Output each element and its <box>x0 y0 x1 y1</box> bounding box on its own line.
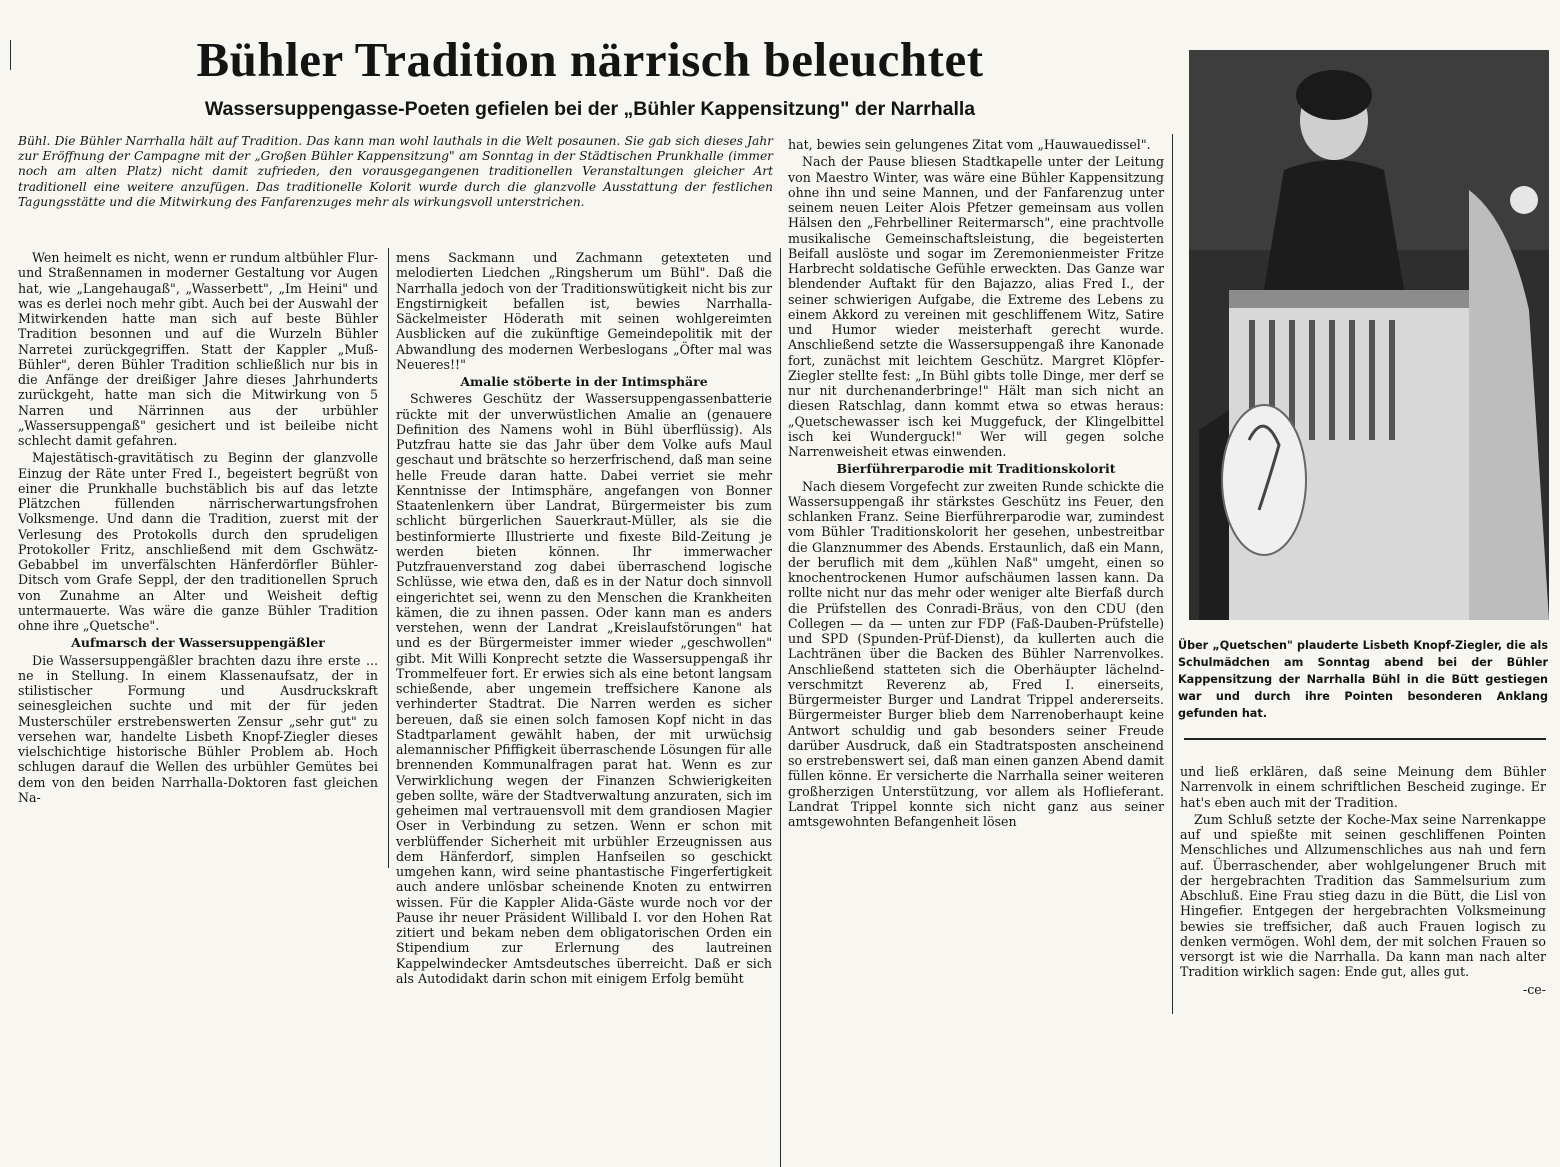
author-signature: -ce- <box>1522 981 1546 997</box>
column-rule-top <box>10 40 11 70</box>
col2-paragraph-2: Schweres Geschütz der Wassersuppengassenbatterie rückte mit der unverwüstlichen Amalie an (genauere Definition des Namens wohl in Bühl überflüssig). Als Putzfrau hatte sie das Jahr über dem Volke aufs Maul geschaut und brätschte so herzerfrischend, daß man seine helle Freude daran hatte. Dabei verriet sie mehr Kenntnisse der Intimsphäre, angefangen von Bonner Staatenlenkern über Landrat, Bürgermeister bis zum schlicht bürgerlichen Sauerkraut-Müller, als sie die bestinformierte Illustrierte und fixeste Bild-Zeitung je werden bieten können. Ihr immerwacher Putzfrauenverstand zog dabei überraschend logische Schlüsse, wie etwa den, daß es in der Natur doch sinnvoll eingerichtet sei, wenn zu den Menschen die Krankheiten kämen, die zu ihnen passen. Oder kann man es anders verstehen, wenn der Landrat „Kreislaufstörungen" hat und es der Bürgermeister immer wieder „geschwollen" gibt. Mit Willi Konprecht setzte die Wassersuppengaß ihr Trommelfeuer fort. Er erwies sich als eine betont langsam schießende, aber ungemein treffsichere Kanone als verhinderter Stadtrat. Die Narren werden es sicher bereuen, daß sie einen solch famosen Kopf nicht in das Stadtparlament gewählt haben, der mit urwüchsig alemannischer Pfiffigkeit überraschende Lösungen für alle brennenden Kommunalfragen parat hat. Wenn es zur Verwirklichung wegen der Finanzen Schwierigkeiten geben sollte, wäre der Stadtverwaltung anzuraten, sich im geheimen mal vertrauensvoll mit dem grandiosen Magier Oser in Verbindung zu setzen. Wenn er schon mit verblüffender Sicherheit mit urbühler Erzeugnissen aus dem Hänferdorf, simplen Hanfseilen so geschickt umgehen kann, wird seine phantastische Fingerfertigkeit auch andere unlösbar scheinende Knoten zu entwirren wissen. Für die Kappler Alida-Gäste wurde noch vor der Pause ihr neuer Präsident Willibald I. vor den Hohen Rat zitiert und bekam neben dem obligatorischen Orden ein Stipendium zur Erlernung des lautreinen Kappelwindecker Amtsdeutsches überreicht. Daß er sich als Autodidakt darin schon mit einigem Erfolg bemüht <box>396 391 772 986</box>
col1-paragraph-1: Wen heimelt es nicht, wenn er rundum altbühler Flur- und Straßennamen in moderner Gestaltung vor Augen hat, wie „Langehaugaß", „Wasserbett", „Im Heini" und was es derlei noch mehr gibt. Auch bei der Auswahl der Mitwirkenden hatte man sich auf beste Bühler Tradition besonnen und auf die Wurzeln Bühler Narretei zurückgegriffen. Statt der Kappler „Muß-Bühler", deren Bühler Tradition schließlich nur bis in die Anfänge der dreißiger Jahre dieses Jahrhunderts zurückgeht, hatte man sich die Mitwirkung von 5 Narren und Närrinnen aus der urbühler „Wassersuppengaß" gesichert und ist beileibe nicht schlecht damit gefahren. <box>18 250 378 448</box>
col2-section-heading: Amalie stöberte in der Intimsphäre <box>460 374 708 389</box>
photo-caption: Über „Quetschen" plauderte Lisbeth Knopf-Ziegler, die als Schulmädchen am Sonntag abend bei der Bühler Kappensitzung der Narrhalla Bühl in die Bütt gestiegen war und durch ihre Pointen besonderen Anklang gefunden hat. <box>1178 639 1548 720</box>
column-rule-2 <box>780 248 781 1167</box>
column-rule-1 <box>388 248 389 868</box>
col3-section-heading: Bierführerparodie mit Traditionskolorit <box>836 461 1116 477</box>
speaker-photo <box>1189 50 1549 620</box>
col1-paragraph-2: Majestätisch-gravitätisch zu Beginn der glanzvolle Einzug der Räte unter Fred I., begeistert begrüßt von einer die Prunkhalle buchstäblich bis auf das letzte Plätzchen füllenden närrischerwartungsfrohen Volksmenge. Und dann die Tradition, zuerst mit der Verlesung des Protokolls durch den sprudeligen Protokoller Fritz, anschließend mit dem Gschwätz-Gebabbel im unverfälschten Hänferdörfler Bühler-Ditsch vom Grafe Seppl, der den traditionellen Spruch von Zunahme an Alter und Weisheit deftig untermauerte. Was wäre die ganze Bühler Tradition ohne ihre „Quetsche". <box>18 450 378 633</box>
column-4 <box>1180 764 1546 999</box>
col3-paragraph-3: Nach diesem Vorgefecht zur zweiten Runde schickte die Wassersuppengaß ihr stärkstes Geschütz ins Feuer, den schlanken Franz. Seine Bierführerparodie war, zumindest vom Bühler Traditionskolorit her gesehen, unbestreitbar die Glanznummer des Abends. Erstaunlich, daß ein Mann, der beruflich mit dem „kühlen Naß" umgeht, einen so knochentrockenen Humor aufschäumen lassen kann. Da rollte nicht nur das mehr oder weniger alte Bierfaß durch die Prüfstellen des Conradi-Bräus, von den CDU (den Collegen — da — unten zur FDP (Faß-Dauben-Prüfstelle) und SPD (Spunden-Prüf-Dienst), da kullerten auch die Lachtränen über die Backen des Bühler Narrenvolkes. Anschließend statteten sich die Oberhäupter lächelnd-verschmitzt Reverenz ab, Fred I. einerseits, Bürgermeister Burger und Landrat Trippel andererseits. Bürgermeister Burger blieb dem Narrenoberhaupt keine Antwort schuldig und gab besonders seiner Freude darüber Ausdruck, daß ein Stadtratsposten anscheinend so erstrebenswert sei, daß man einen ganzen Abend damit füllen könne. Er versicherte die Narrhalla seiner weiteren großherzigen Unterstützung, vor allem als Hoflieferant. Landrat Trippel konnte sich nicht ganz aus seiner amtsgewohnten Befangenheit lösen <box>788 478 1164 829</box>
lead-text: Bühl. Die Bühler Narrhalla hält auf Tradition. Das kann man wohl lauthals in die Welt posaunen. Sie gab sich dieses Jahr zur Eröffnung der Campagne mit der „Großen Bühler Kappensitzung" am Sonntag in der Städtischen Prunkhalle (immer noch am alten Platz) nicht damit zufrieden, den vorausgegangenen traditionellen Veranstaltungen gleicher Art traditionell eine weitere anzufügen. Das traditionelle Kolorit wurde durch die glanzvolle Ausstattung der festlichen Tagungsstätte und die Mitwirkung des Fanfarenzuges mehr als wirkungsvoll unterstrichen. <box>18 134 773 209</box>
caption-rule <box>1184 738 1546 740</box>
subheadline: Wassersuppengasse-Poeten gefielen bei der „Bühler Kappensitzung" der Narrhalla <box>204 98 976 120</box>
col1-paragraph-3: Die Wassersuppengäßler brachten dazu ihre erste ... ne in Stellung. In einem Klassenaufsatz, der in stilistischer Formung und Ausdruckskraft seinesgleichen suchte und mit der für jeden Musterschüler erstrebenswerten Zensur „sehr gut" zu versehen war, handelte Lisbeth Knopf-Ziegler dieses vielschichtige historische Bühler Problem ab. Hoch schlugen darauf die Wellen des urbühler Gemütes bei dem von den beiden Narrhalla-Doktoren fast gleichen Na- <box>18 652 378 805</box>
col4-paragraph-2: Zum Schluß setzte der Koche-Max seine Narrenkappe auf und spießte mit seinen geschliffenen Pointen Menschliches und Allzumenschliches aus nah und fern auf. Überraschender, aber wohlgelungener Bruch mit der hergebrachten Tradition das Sammelsurium zum Abschluß. Eine Frau stieg dazu in die Bütt, die Lisl von Hingefier. Entgegen der hergebrachten Volksmeinung bewies sie treffsicher, daß auch Frauen logisch zu denken vermögen. Wohl dem, der mit solchen Frauen so versorgt ist wie die Narrhalla. Da kann man nach alter Tradition wirklich sagen: Ende gut, alles gut. <box>1180 811 1546 980</box>
column-2 <box>396 250 772 988</box>
column-3 <box>788 137 1164 831</box>
column-1 <box>18 250 378 807</box>
col3-paragraph-2: Nach der Pause bliesen Stadtkapelle unter der Leitung von Maestro Winter, was wäre eine Bühler Kappensitzung ohne ihn und seine Mannen, und der Fanfarenzug unter seinem neuen Leiter Alois Pfetzer gemeinsam aus vollen Hälsen den „Fehrbelliner Reitermarsch", eine prachtvolle musikalische Gemeinschaftsleistung, die begeisterten Beifall auslöste und sogar im Zeremonienmeister Fritze Harbrecht soldatische Gefühle erweckten. Das Ganze war blendender Auftakt für den Bajazzo, alias Fred I., der seiner schwierigen Aufgabe, die Extreme des Lebens zu einem Akkord zu vereinen mit geschliffenem Witz, Satire und Humor wieder meisterhaft gerecht wurde. Anschließend setzte die Wassersuppengaß ihre Kanonade fort, zunächst mit leichtem Geschütz. Margret Klöpfer-Ziegler stellte fest: „In Bühl gibts tolle Dinge, mer derf se nur nit durchenanderbringe!" Hält man sich nicht an diesen Ratschlag, dann kommt etwa so etwas heraus: „Quetschewasser isch kei Muggefuck, der Klingelbittel isch kei Wunderguck!" Wer will gegen solche Narrenweisheit etwas einwenden. <box>788 154 1164 459</box>
col4-paragraph-1: und ließ erklären, daß seine Meinung dem Bühler Narrenvolk in einem schriftlichen Bescheid zuginge. Er hat's eben auch mit der Tradition. <box>1180 764 1546 810</box>
col2-paragraph-1: mens Sackmann und Zachmann getexteten und melodierten Liedchen „Ringsherum um Bühl". Daß die Narrhalla jedoch von der Traditionswütigkeit nicht bis zur Engstirnigkeit befallen ist, bewies Narrhalla-Säckelmeister Höderath mit seinen wohlgereimten Ausblicken auf die zukünftige Gemeindepolitik mit der Abwandlung des modernen Werbeslogans „Öfter mal was Neueres!!" <box>396 250 772 372</box>
headline: Bühler Tradition närrisch beleuchtet <box>196 32 984 87</box>
col1-section-heading: Aufmarsch der Wassersuppengäßler <box>71 635 325 651</box>
lead-paragraph <box>18 134 773 210</box>
column-rule-3 <box>1172 134 1173 1014</box>
speaker-photo-illustration <box>1189 50 1549 620</box>
col3-paragraph-1: hat, bewies sein gelungenes Zitat vom „Hauwauedissel". <box>788 137 1151 152</box>
